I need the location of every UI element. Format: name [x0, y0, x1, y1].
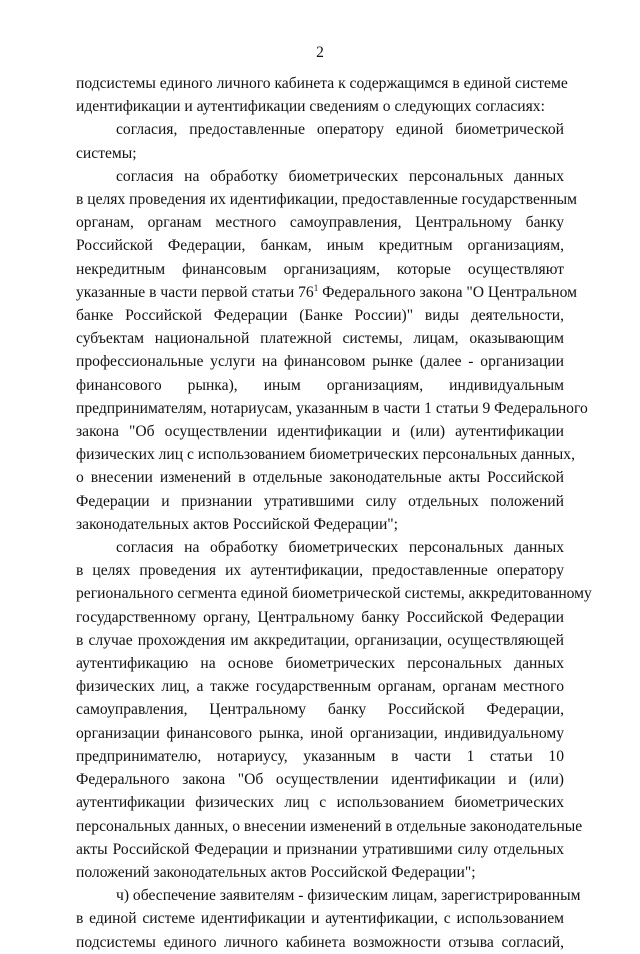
text-line: физических лиц с использованием биометрических персональных данных,	[76, 446, 575, 464]
text-line: Российской Федерации, банкам, иным кредитным организациям,	[76, 237, 564, 255]
text-line: финансового рынка), иным организациям, индивидуальным	[76, 376, 564, 394]
text-line: субъектам национальной платежной системы, лицам, оказывающим	[76, 330, 564, 348]
text-line: государственному органу, Центральному банку Российской Федерации	[76, 608, 564, 626]
text-line: персональных данных, о внесении изменений в отдельные законодательные	[76, 817, 583, 835]
text-line: согласия, предоставленные оператору единой биометрической	[116, 121, 564, 139]
text-line: предпринимателям, нотариусам, указанным в части 1 статьи 9 Федерального	[76, 399, 588, 417]
text-line: физических лиц, а также государственным органам, органам местного	[76, 678, 564, 696]
text-line-part: указанные в части первой статьи 76	[76, 283, 314, 301]
text-line: подсистемы единого личного кабинета к содержащимся в единой системе	[76, 75, 568, 92]
paragraph	[76, 536, 592, 884]
text-line: акты Российской Федерации и признании утратившими силу отдельных	[76, 840, 564, 858]
text-line: Федерального закона "Об осуществлении идентификации и (или)	[76, 771, 564, 789]
superscript: 1	[313, 282, 319, 293]
paragraph	[76, 884, 581, 954]
paragraph	[76, 118, 564, 164]
text-line: согласия на обработку биометрических персональных данных	[116, 539, 564, 557]
text-line: профессиональные услуги на финансовом рынке (далее - организации	[76, 353, 564, 371]
text-line: в целях проведения их идентификации, предоставленные государственным	[76, 191, 578, 209]
text-line: в случае прохождения им аккредитации, организации, осуществляющей	[76, 631, 564, 649]
text-line: законодательных актов Российской Федерации";	[76, 515, 399, 533]
text-line: предпринимателю, нотариусу, указанным в части 1 статьи 10	[76, 747, 564, 765]
text-line: самоуправления, Центральному банку Российской Федерации,	[76, 701, 564, 719]
text-line: идентификации и аутентификации сведениям о следующих согласиях:	[76, 98, 545, 116]
page-number: 2	[316, 44, 324, 61]
text-line: регионального сегмента единой биометрической системы, аккредитованному	[76, 585, 592, 603]
text-line: согласия на обработку биометрических персональных данных	[116, 167, 564, 185]
paragraph	[76, 165, 588, 536]
text-line: системы;	[76, 144, 137, 162]
paragraph	[76, 72, 568, 118]
text-line: о внесении изменений в отдельные законодательные акты Российской	[76, 469, 564, 487]
text-line: некредитным финансовым организациям, которые осуществляют	[76, 260, 564, 278]
text-line: Федерации и признании утратившими силу отдельных положений	[76, 492, 564, 510]
text-line: банке Российской Федерации (Банке России)" виды деятельности,	[76, 307, 564, 325]
text-line: ч) обеспечение заявителям - физическим лицам, зарегистрированным	[116, 887, 581, 905]
document-body	[76, 72, 592, 954]
text-line: подсистемы единого личного кабинета возможности отзыва согласий,	[76, 933, 564, 951]
text-line: аутентификацию на основе биометрических персональных данных	[76, 655, 564, 673]
text-line: организации финансового рынка, иной организации, индивидуальному	[76, 724, 564, 742]
text-line: в целях проведения их аутентификации, предоставленные оператору	[76, 562, 564, 580]
text-line: закона "Об осуществлении идентификации и (или) аутентификации	[76, 423, 564, 441]
text-line	[76, 281, 577, 304]
text-line-part: Федерального закона "О Центральном	[318, 283, 577, 301]
text-line: аутентификации физических лиц с использованием биометрических	[76, 794, 564, 812]
text-line: органам, органам местного самоуправления, Центральному банку	[76, 214, 564, 232]
text-line: в единой системе идентификации и аутентификации, с использованием	[76, 910, 564, 928]
text-line: положений законодательных актов Российской Федерации";	[76, 863, 476, 881]
